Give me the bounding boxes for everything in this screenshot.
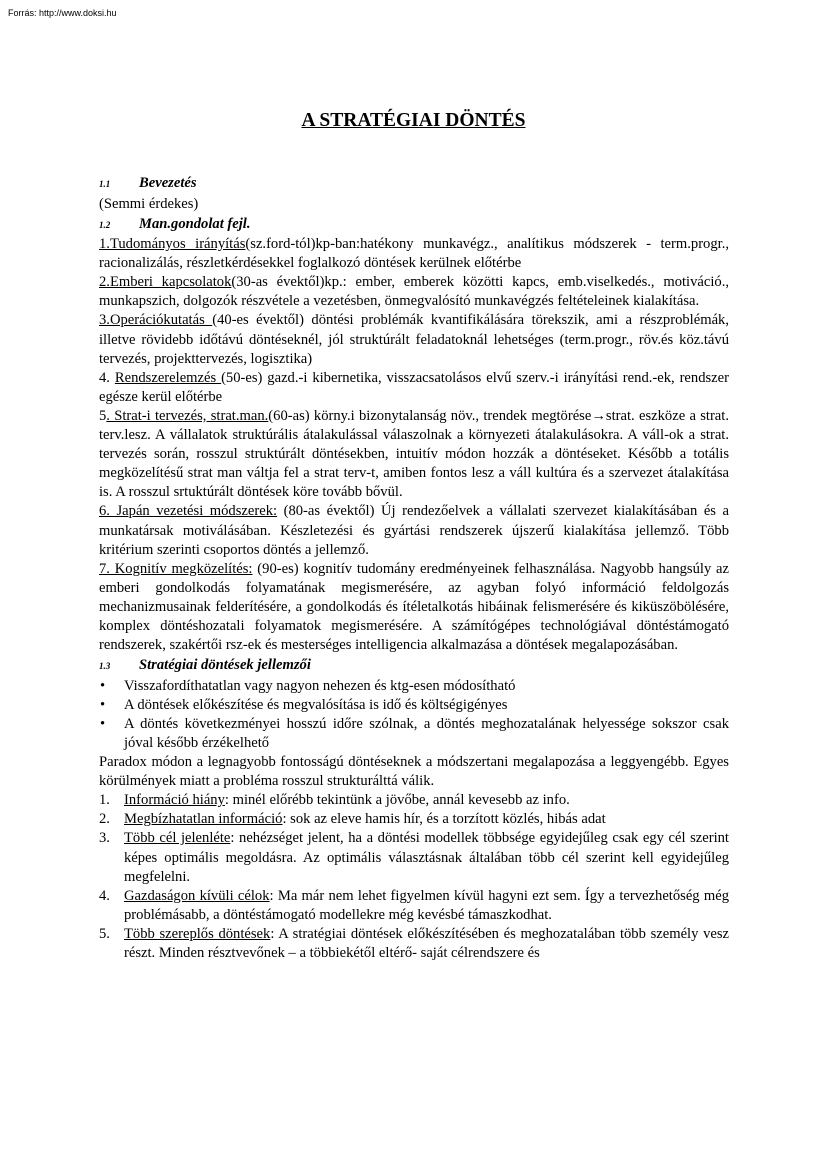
history-prefix: 4. bbox=[99, 369, 115, 386]
history-prefix: 5 bbox=[99, 407, 107, 424]
problem-text: : A stratégiai döntések előkészítésében és meghozatalában több személy vesz részt. Minden résztvevőnek – a többiekétől eltérő- saját célrendszere és bbox=[124, 925, 729, 961]
section-title: Bevezetés bbox=[139, 175, 197, 191]
history-text: (sz.ford-tól)kp-ban:hatékony munkavégz., analítikus módszerek - term.progr., racionalizálás, részletkérdésekkel foglalkozó döntések kerülnek előtérbe bbox=[99, 236, 729, 272]
document-title: A STRATÉGIAI DÖNTÉS bbox=[301, 110, 526, 131]
item-number: 1. bbox=[99, 792, 110, 809]
problem-term: Megbízhatatlan információ bbox=[124, 811, 283, 828]
history-term: Rendszerelemzés bbox=[114, 369, 222, 386]
list-item bbox=[99, 887, 729, 925]
history-paragraph bbox=[99, 235, 729, 273]
history-term: . Strat-i tervezés, strat.man. bbox=[106, 407, 269, 424]
history-term: 7. Kognitív megközelítés: bbox=[99, 560, 253, 577]
section-heading-characteristics bbox=[99, 655, 729, 677]
list-item bbox=[99, 810, 729, 829]
problem-term: Több cél jelenléte bbox=[124, 830, 231, 847]
intro-text: (Semmi érdekes) bbox=[99, 195, 199, 212]
history-text: (80-as évektől) Új rendezőelvek a vállalati szervezet kialakításában és a munkatársak motiválásában. Készletezési és gyártási rendszerek újszerű kialakítása jellemző. Több kritérium szerinti csoportos döntés a jellemző. bbox=[99, 503, 729, 558]
history-paragraph bbox=[99, 502, 729, 559]
list-item bbox=[99, 677, 729, 696]
section-number: 1.1 bbox=[99, 179, 111, 189]
history-term: 1.Tudományos irányítás bbox=[99, 236, 246, 253]
history-paragraph bbox=[99, 560, 729, 655]
history-text: (60-as) körny.i bizonytalanság növ., trendek megtörése→strat. eszköze a strat. terv.lesz. A vállalatok struktúrális átalakulással válaszolnak a környezeti átalakulásokra. A váll-ok a strat. tervezés során, rosszul struktúrált döntésekben, intuitív módon hozzák a döntéseket. Később a totális megközelítésű strat man váltja fel a strat terv-t, amiben fontos lesz a váll kultúra és a szervezet átalakítása is. A rosszul srtuktúrált döntések köre tovább bővül. bbox=[99, 407, 729, 501]
history-paragraph bbox=[99, 273, 729, 311]
source-note: Forrás: http://www.doksi.hu bbox=[8, 8, 117, 18]
paradox-paragraph: Paradox módon a legnagyobb fontosságú döntéseknek a módszertani megalapozása a leggyengébb. Egyes körülmények miatt a probléma rosszul strukturálttá válik. bbox=[99, 754, 729, 790]
item-number: 4. bbox=[99, 887, 110, 904]
bullet-icon: • bbox=[100, 677, 106, 694]
list-item-text: A döntések előkészítése és megvalósítása is idő és költségigényes bbox=[124, 696, 508, 713]
history-paragraph bbox=[99, 311, 729, 368]
list-item-text: A döntés következményei hosszú időre szólnak, a döntés meghozatalának helyessége sokszor csak jóval később érzékelhető bbox=[124, 715, 729, 751]
document-body bbox=[99, 173, 729, 963]
problem-text: : nehézséget jelent, ha a döntési modellek többsége egyidejűleg csak egy cél szerint képes optimális megoldásra. Az optimális választásnak általában több cél szerint kell egyidejűleg megfelelni. bbox=[124, 830, 729, 885]
history-text: (30-as évektől)kp.: ember, emberek közötti kapcs, emb.viselkedés., motiváció., munkapszich, dolgozók részvétele a vezetésben, önmegvalósító munkavégzés feltételeinek kialakítása. bbox=[99, 274, 729, 310]
section-title: Stratégiai döntések jellemzői bbox=[139, 657, 311, 674]
list-item bbox=[99, 696, 729, 715]
problem-text: : Ma már nem lehet figyelmen kívül hagyni ezt sem. Így a tervezhetőség még problémásabb, a döntéstámogató modellekre még kevésbé támaszkodhat. bbox=[124, 887, 729, 923]
history-term: 3.Operációkutatás bbox=[99, 312, 213, 329]
list-item bbox=[99, 791, 729, 810]
item-number: 2. bbox=[99, 811, 110, 828]
section-number: 1.2 bbox=[99, 219, 111, 230]
problems-list bbox=[99, 791, 729, 963]
history-text: (50-es) gazd.-i kibernetika, visszacsatolásos elvű szerv.-i irányítási rend.-ek, rendszer egésze kerül előtérbe bbox=[99, 369, 729, 405]
section-heading-history bbox=[99, 214, 729, 236]
problem-term: Több szereplős döntések bbox=[124, 925, 271, 942]
bullet-icon: • bbox=[100, 715, 106, 732]
bullet-icon: • bbox=[100, 696, 106, 713]
list-item bbox=[99, 715, 729, 753]
section-number: 1.3 bbox=[99, 661, 111, 672]
history-paragraph bbox=[99, 407, 729, 502]
history-text: (40-es évektől) döntési problémák kvantifikálására törekszik, ami a részproblémák, illetve rövidebb időtávú döntéseknél, jól struktúrált feladatoknál lehetséges (term.progr., röv.és köz.távú tervezés, projekttervezés, logisztika) bbox=[99, 312, 729, 367]
problem-term: Gazdaságon kívüli célok bbox=[124, 887, 270, 904]
list-item bbox=[99, 925, 729, 963]
history-text: (90-es) kognitív tudomány eredményeinek felhasználása. Nagyobb hangsúly az emberi gondolkodás folyamatának megismerésére, az agyban folyó információ feldolgozás mechanizmusainak felderítésére, a gondolkodás és ítéletalkotás hibáinak felismerésére és kiküszöbölésére, komplex döntéshozatali folyamatok megismerésére. A számítógépes technológiával döntéstámogató rendszerek, szakértői rsz-ek és mesterséges intelligencia alkalmazása a döntések megalapozásában. bbox=[99, 560, 729, 654]
problem-text: : minél előrébb tekintünk a jövőbe, annál kevesebb az info. bbox=[224, 792, 570, 809]
section-heading-intro bbox=[99, 173, 729, 195]
list-item-text: Visszafordíthatatlan vagy nagyon nehezen és ktg-esen módosítható bbox=[124, 677, 516, 694]
history-paragraph bbox=[99, 369, 729, 407]
list-item bbox=[99, 829, 729, 886]
characteristics-list bbox=[99, 677, 729, 753]
item-number: 5. bbox=[99, 925, 110, 942]
section-title: Man.gondolat fejl. bbox=[139, 215, 251, 232]
problem-term: Információ hiány bbox=[124, 792, 225, 809]
problem-text: : sok az eleve hamis hír, és a torzított közlés, hibás adat bbox=[282, 811, 606, 828]
history-term: 2.Emberi kapcsolatok bbox=[99, 274, 232, 291]
item-number: 3. bbox=[99, 830, 110, 847]
history-term: 6. Japán vezetési módszerek: bbox=[99, 503, 278, 520]
